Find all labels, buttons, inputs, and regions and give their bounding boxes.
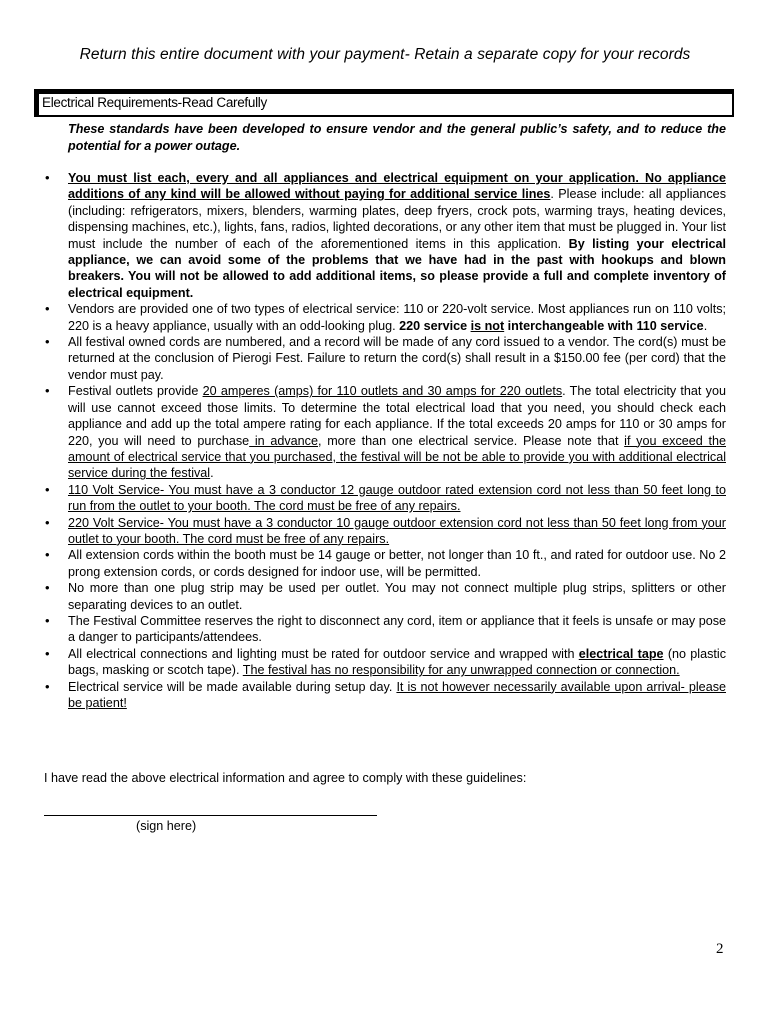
list-item-text: . [703,318,708,333]
list-item-text: 220 service [399,318,471,333]
list-item-text: All festival owned cords are numbered, and a record will be made of any cord issued to a vendor. The cord(s) must be returned at the conclusion of Pierogi Fest. Failure to return the cord(s) shall result in a $150.00 fee (per cord) that the vendor must pay. [68,335,726,382]
list-item [44,383,726,481]
list-item [44,547,726,580]
list-item-text: No more than one plug strip may be used per outlet. You may not connect multiple plug strips, splitters or other separating devices to an outlet. [68,581,726,612]
section-title: Electrical Requirements-Read Carefully [42,95,267,110]
list-item-text: . [210,466,214,481]
list-item [44,334,726,383]
list-item-text: The Festival Committee reserves the right to disconnect any cord, item or appliance that it feels is unsafe or may pose a danger to participants/attendees. [68,613,726,645]
list-item-text: You must list each, every and all appliances and electrical equipment on your application. No appliance additions of any kind will be allowed without paying for additional service lines [68,171,726,202]
list-item-text: . The total electricity that you will use cannot exceed those limits. To determine the total electrical load that you need, you should check each appliance and add up the total ampere rating for each appliance. If the total exceeds 20 amps for 110 or 30 amps for 220, you will need to purchase [68,384,726,448]
requirements-list [44,170,726,711]
list-item [44,613,726,646]
list-item [44,580,726,613]
list-item-text: interchangeable with 110 service [504,318,704,333]
list-item-text: 110 Volt Service- You must have a 3 conductor 12 gauge outdoor rated extension cord not less than 50 feet long to run from the outlet to your booth. The cord must be free of any repairs. [68,482,726,514]
section-heading-box [34,89,734,117]
list-item-text: if you exceed the amount of electrical service that you purchased, the festival will be not be able to provide you with additional electrical service during the festival [68,433,726,481]
list-item-text: , more than one electrical service. Please note that [317,433,625,448]
intro-paragraph: These standards have been developed to ensure vendor and the general public’s safety, and to reduce the potential for a power outage. [68,122,726,153]
list-item-text: Electrical service will be made available during setup day. [68,679,397,694]
list-item-text: Festival outlets provide [68,384,203,399]
list-item-text: is not [470,318,505,333]
list-item-text: electrical tape [578,646,664,661]
list-item [44,301,726,334]
list-item [44,646,726,679]
signature-label: (sign here) [136,819,197,833]
page-header-instruction: Return this entire document with your payment- Retain a separate copy for your records [79,46,691,63]
list-item [44,482,726,515]
signature-line[interactable] [44,815,377,816]
page-number: 2 [716,941,724,957]
agreement-statement: I have read the above electrical information and agree to comply with these guidelines: [44,771,527,785]
list-item-text: in advance [249,433,318,448]
list-item-text: By listing your electrical appliance, we can avoid some of the problems that we have had in the past with hookups and blown breakers. You will not be allowed to add additional items, so please provide a full and complete inventory of electrical equipment. [68,236,726,300]
list-item [44,679,726,712]
list-item-text: 220 Volt Service- You must have a 3 conductor 10 gauge outdoor extension cord not less than 50 feet long from your outlet to your booth. The cord must be free of any repairs. [68,515,726,546]
list-item-text: All electrical connections and lighting must be rated for outdoor service and wrapped with [68,646,579,661]
list-item-text: It is not however necessarily available upon arrival- please be patient! [68,679,726,710]
list-item-text: . Please include: all appliances (including: refrigerators, mixers, blenders, warming plates, deep fryers, crock pots, warming trays, heating devices, dispensing machines, etc.), lights, fans, radios, lighted decorations, or any other item that must be plugged in. Your list must include the number of each of the aforementioned items in this application. [68,187,726,251]
list-item [44,515,726,548]
list-item-text: (no plastic bags, masking or scotch tape). [68,646,727,678]
list-item-text: Vendors are provided one of two types of electrical service: 110 or 220-volt service. Most appliances run on 110 volts; 220 is a heavy appliance, usually with an odd-looking plug. [68,302,726,333]
list-item [44,170,726,301]
list-item-text: The festival has no responsibility for any unwrapped connection or connection. [242,663,680,678]
list-item-text: 20 amperes (amps) for 110 outlets and 30 amps for 220 outlets [202,384,563,399]
list-item-text: All extension cords within the booth must be 14 gauge or better, not longer than 10 ft., and rated for outdoor use. No 2 prong extension cords, or cords designed for indoor use, will be permitted. [68,548,726,579]
